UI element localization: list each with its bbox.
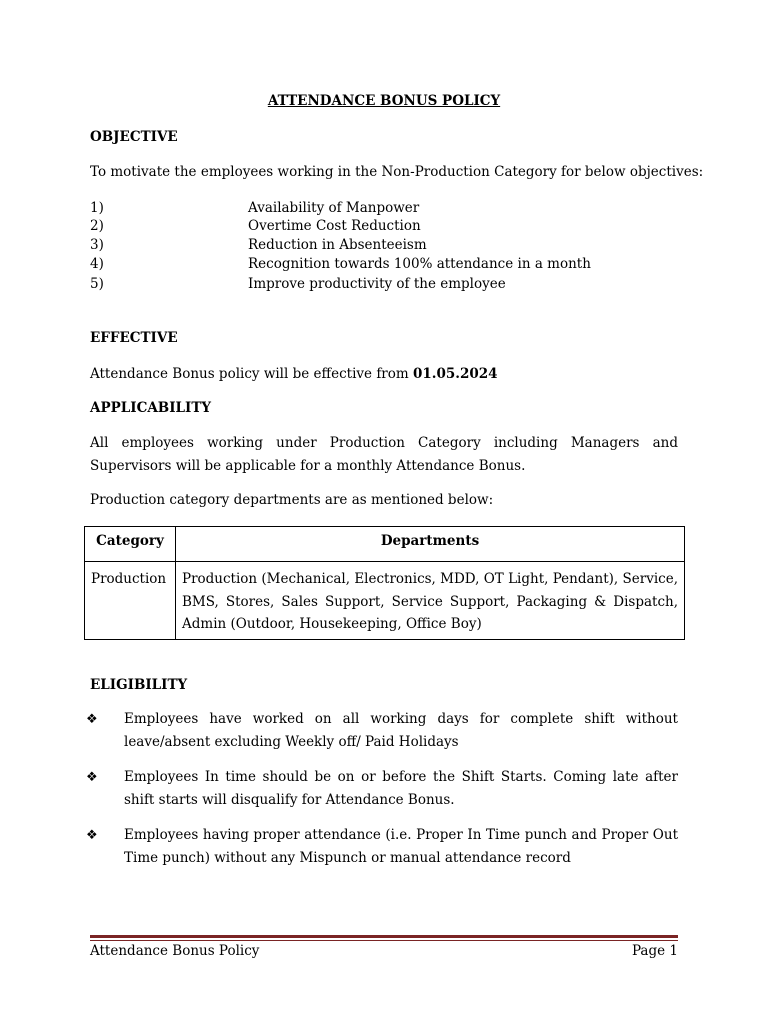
objective-item-number: 5) — [90, 276, 104, 292]
departments-table — [84, 526, 685, 640]
table-header-category: Category — [85, 527, 176, 562]
objective-item-number: 2) — [90, 218, 104, 234]
eligibility-item: Employees have worked on all working days for complete shift without leave/absent excluding Weekly off/ Paid Holidays — [124, 711, 678, 750]
diamond-bullet-icon: ❖ — [86, 712, 98, 727]
table-cell-category: Production — [85, 562, 176, 640]
objective-item-text: Recognition towards 100% attendance in a month — [248, 256, 591, 272]
objective-heading: OBJECTIVE — [90, 129, 178, 145]
applicability-heading: APPLICABILITY — [90, 400, 212, 416]
applicability-note: Production category departments are as mentioned below: — [90, 492, 494, 508]
objective-item-number: 1) — [90, 200, 104, 216]
objective-item-number: 3) — [90, 237, 104, 253]
page-title: ATTENDANCE BONUS POLICY — [267, 93, 501, 109]
eligibility-heading: ELIGIBILITY — [90, 677, 188, 693]
diamond-bullet-icon: ❖ — [86, 770, 98, 785]
effective-date: 01.05.2024 — [413, 366, 498, 382]
table-row — [85, 562, 685, 640]
table-header-row — [85, 527, 685, 562]
effective-statement — [90, 366, 498, 382]
effective-text: Attendance Bonus policy will be effective from — [90, 366, 413, 382]
footer-page-number: Page 1 — [631, 943, 678, 959]
table-cell-departments: Production (Mechanical, Electronics, MDD, OT Light, Pendant), Service, BMS, Stores, Sales Support, Service Support, Packaging & Dispatch, Admin (Outdoor, Housekeeping, Office Boy) — [176, 562, 685, 640]
diamond-bullet-icon: ❖ — [86, 828, 98, 843]
applicability-text: All employees working under Production Category including Managers and Supervisors will be applicable for a monthly Attendance Bonus. — [90, 435, 678, 474]
table-header-departments: Departments — [176, 527, 685, 562]
footer-rule-thin — [90, 940, 678, 941]
objective-item-text: Reduction in Absenteeism — [248, 237, 427, 253]
objective-intro: To motivate the employees working in the Non-Production Category for below objectives: — [90, 164, 704, 180]
footer-document-title: Attendance Bonus Policy — [90, 943, 260, 959]
effective-heading: EFFECTIVE — [90, 330, 178, 346]
objective-item-number: 4) — [90, 256, 104, 272]
eligibility-item: Employees having proper attendance (i.e. Proper In Time punch and Proper Out Time punch) without any Mispunch or manual attendance record — [124, 827, 678, 866]
objective-item-text: Improve productivity of the employee — [248, 276, 506, 292]
eligibility-item: Employees In time should be on or before the Shift Starts. Coming late after shift starts will disqualify for Attendance Bonus. — [124, 769, 678, 808]
objective-item-text: Overtime Cost Reduction — [248, 218, 421, 234]
objective-item-text: Availability of Manpower — [248, 200, 420, 216]
footer-rule — [90, 935, 678, 938]
